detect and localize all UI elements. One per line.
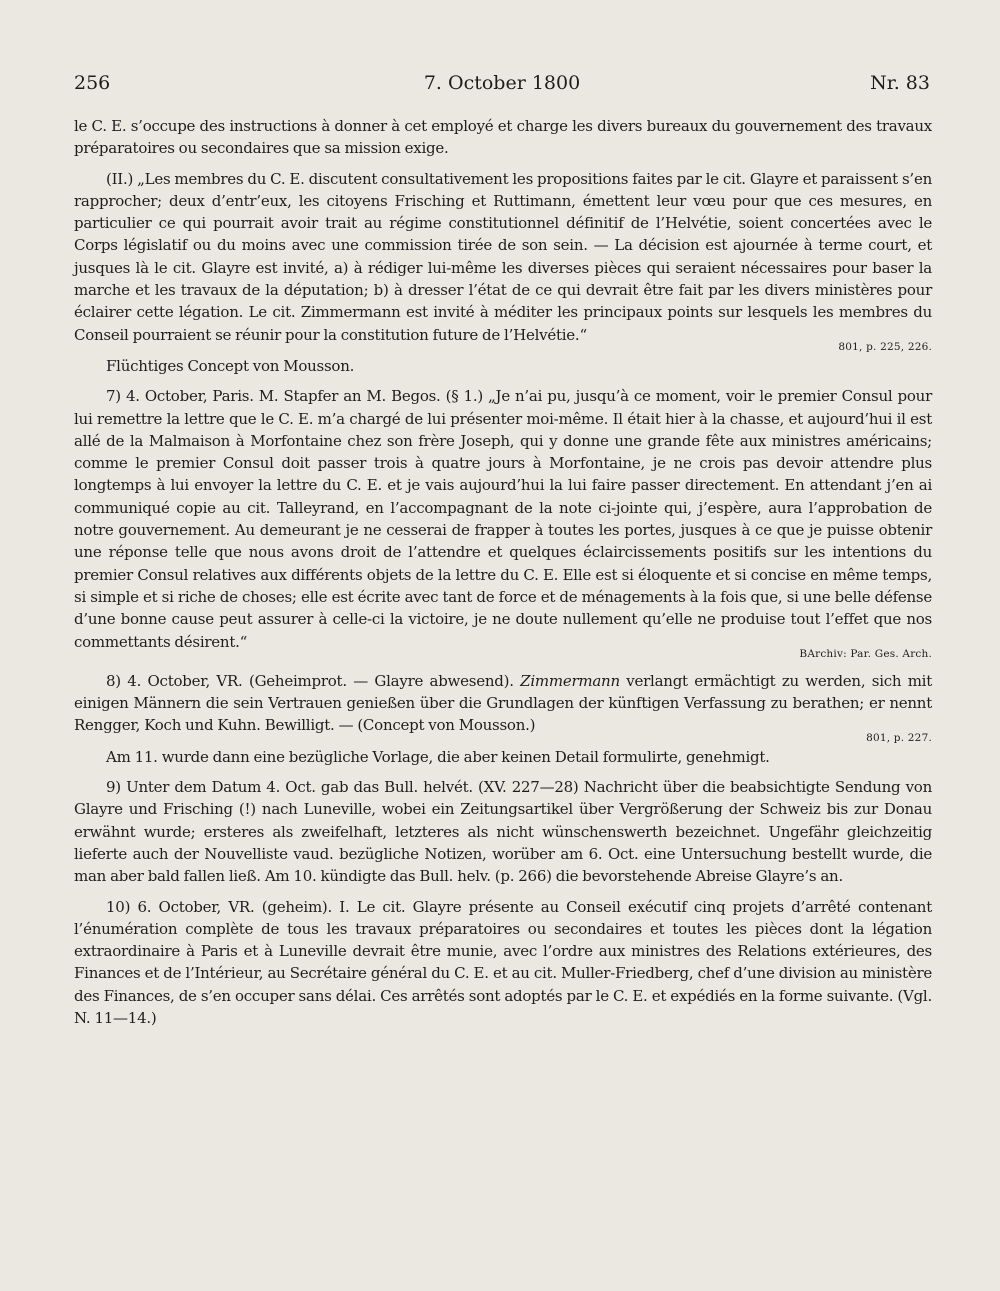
page-body [74, 115, 932, 1029]
paragraph-minutes-ii-text: (II.) „Les membres du C. E. discutent consultativement les propositions faites par le cit. Glayre et paraissent s’en rapprocher; deux d’entr’eux, les citoyens Frisching et Ruttimann, émettent leur vœu pour que ces mesures, en particulier ce qui pourrait avoir trait au régime constitutionnel définitif de l’Helvétie, soient concertées avec le Corps législatif ou du moins avec une commission tirée de son sein. — La décision est ajournée à terme court, et jusques là le cit. Glayre est invité, a) à rédiger lui-même les diverses pièces qui seraient nécessaires pour baser la marche et les travaux de la députation; b) à dresser l’état de ce qui devrait être fait par les divers ministères pour éclairer cette légation. Le cit. Zimmermann est invité à méditer les principaux points sur lesquels les membres du Conseil pourraient se réunir pour la constitution future de l’Helvétie.“ [74, 169, 932, 344]
paragraph-minutes-ii [74, 168, 932, 346]
paragraph-item-7 [74, 385, 932, 653]
page-number: 256 [74, 72, 111, 94]
paragraph-concept-note: Flüchtiges Concept von Mousson. [106, 356, 355, 375]
paragraph-item-10: 10) 6. October, VR. (geheim). I. Le cit. Glayre présente au Conseil exécutif cinq projets d’arrêté contenant l’énumération complète de tous les travaux préparatoires ou secondaires et toutes les pièces dont la légation extraordinaire à Paris et à Luneville devrait être munie, avec l’ordre aux ministres des Relations extérieures, des Finances et de l’Intérieur, au Secrétaire général du C. E. et au cit. Muller-Friedberg, chef d’une division au ministère des Finances, de s’en occuper sans délai. Ces arrêtés sont adoptés par le C. E. et expédiés en la forme suivante. (Vgl. N. 11—14.) [74, 897, 932, 1027]
paragraph-item-8-text-b: verlangt ermächtigt zu werden, sich mit einigen Männern die sein Vertrauen genießen über die Grundlagen der künftigen Verfassung zu berathen; er nennt Rengger, Koch und Kuhn. Bewilligt. — (Concept von Mousson.) [74, 671, 932, 735]
paragraph-item-8-text-a: 8) 4. October, VR. (Geheimprot. — Glayre abwesend). [106, 671, 514, 690]
archive-citation: BArchiv: Par. Ges. Arch. [799, 647, 932, 660]
source-citation: 801, p. 225, 226. [838, 340, 932, 353]
paragraph-continuation: le C. E. s’occupe des instructions à donner à cet employé et charge les divers bureaux du gouvernement des travaux préparatoires ou secondaires que sa mission exige. [74, 117, 932, 158]
header-date: 7. October 1800 [423, 72, 581, 94]
name-zimmermann: Zimmermann [520, 671, 620, 690]
source-citation-item-8: 801, p. 227. [866, 731, 932, 744]
paragraph-item-8 [74, 670, 932, 737]
running-header [74, 72, 930, 102]
paragraph-item-7-text: 7) 4. October, Paris. M. Stapfer an M. Begos. (§ 1.) „Je n’ai pu, jusqu’à ce moment, voir le premier Consul pour lui remettre la lettre que le C. E. m’a chargé de lui présenter moi-même. Il était hier à la chasse, et aujourd’hui il est allé de la Malmaison à Morfontaine chez son frère Joseph, qui y donne une grande fête aux ministres américains; comme le premier Consul doit passer trois à quatre jours à Morfontaine, je ne crois pas devoir attendre plus longtemps à lui envoyer la lettre du C. E. et je vais aujourd’hui la lui faire passer directement. En attendant j’en ai communiqué copie au cit. Talleyrand, en l’accompagnant de la note ci-jointe qui, j’espère, aura l’approbation de notre gouvernement. Au demeurant je ne cesserai de frapper à toutes les portes, jusques à ce que je puisse obtenir une réponse telle que nous avons droit de l’attendre et quelques éclaircissements positifs sur les intentions du premier Consul relatives aux différents objets de la lettre du C. E. Elle est si éloquente et si concise en même temps, si simple et si riche de choses; elle est écrite avec tant de force et de ménagements à la fois que, si une belle défense d’une bonne cause peut assurer à celle-ci la victoire, je ne doute nullement qu’elle ne produise tout l’effet que nos commettants désirent.“ [74, 387, 932, 651]
document-number: Nr. 83 [870, 72, 930, 94]
paragraph-item-9: 9) Unter dem Datum 4. Oct. gab das Bull. helvét. (XV. 227—28) Nachricht über die beabsichtigte Sendung von Glayre und Frisching (!) nach Luneville, wobei ein Zeitungsartikel über Vergrößerung der Schweiz bis zur Donau erwähnt wurde; ersteres als zweifelhaft, letzteres als nicht wünschenswerth bezeichnet. Ungefähr gleichzeitig lieferte auch der Nouvelliste vaud. bezügliche Notizen, worüber am 6. Oct. eine Untersuchung bestellt wurde, die man aber bald fallen ließ. Am 10. kündigte das Bull. helv. (p. 266) die bevorstehende Abreise Glayre’s an. [74, 778, 932, 886]
paragraph-note: Am 11. wurde dann eine bezügliche Vorlage, die aber keinen Detail formulirte, genehmigt. [106, 747, 770, 766]
